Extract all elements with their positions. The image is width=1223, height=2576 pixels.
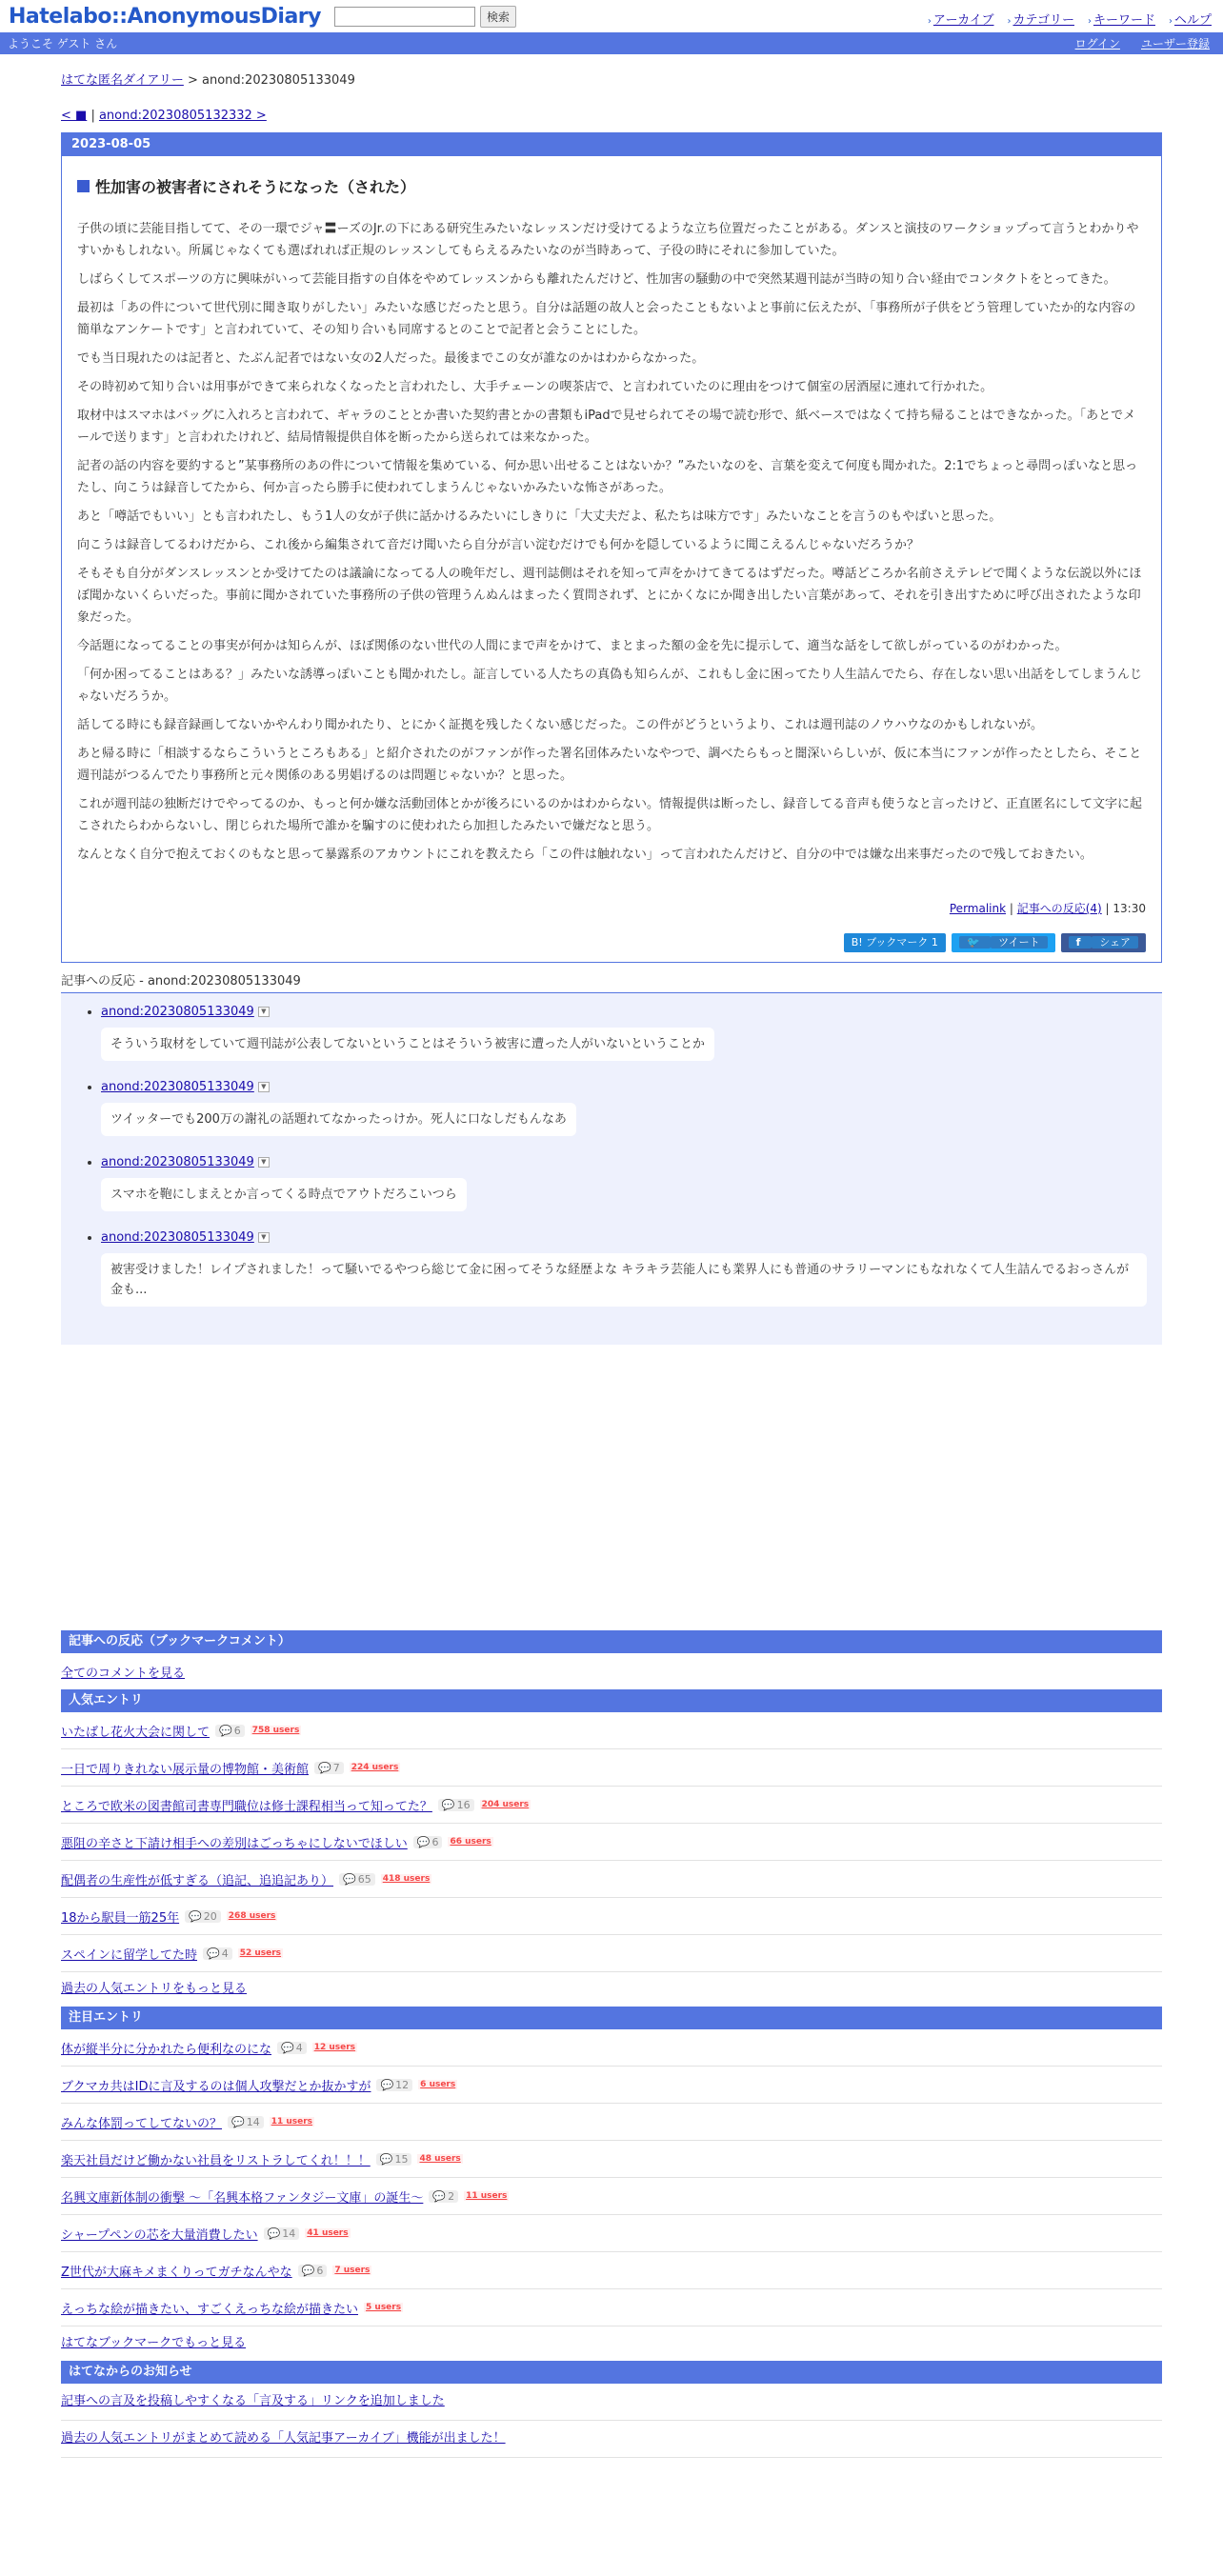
comment-count[interactable]: [298, 2265, 328, 2277]
reaction-item: [101, 1080, 1147, 1136]
article-paragraph: しばらくしてスポーツの方に興味がいって芸能目指すの自体をやめてレッスンからも離れたんだけど、性加害の騒動の中で突然某週刊誌が当時の知り合い経由でコンタクトをとってきた。: [77, 272, 1116, 287]
comment-count[interactable]: [203, 1947, 232, 1960]
chevron-down-icon[interactable]: ▼: [258, 1157, 270, 1168]
welcome-text: ようこそ ゲスト さん: [8, 37, 118, 50]
register-link[interactable]: ユーザー登録: [1140, 37, 1210, 50]
comment-count[interactable]: [438, 1799, 474, 1811]
news-heading: はてなからのお知らせ: [61, 2361, 1162, 2384]
list-item: [61, 1935, 1162, 1972]
article-paragraph: 取材中はスマホはバッグに入れろと言われて、ギャラのこととか書いた契約書とかの書類もiPadで見せられてその場で読む形で、紙ベースではなくて持ち帰ることはできなかった。「あとでメールで送ります」と言われたけれど、結局情報提供自体を断ったから送られては来なかった。: [77, 409, 1136, 445]
bookmark-share-button[interactable]: B! ブックマーク 1: [844, 933, 946, 952]
prev-next-nav: [61, 109, 1162, 123]
comment-count[interactable]: [215, 1725, 245, 1737]
featured-list: [61, 2029, 1162, 2361]
reactions-list: [61, 993, 1162, 1345]
article-paragraph: あと「噂話でもいい」とも言われたし、もう1人の女が子供に話かけるみたいにしきりに「大丈夫だよ、私たちは味方です」みたいなことを言うのもやばいと思った。: [77, 509, 1002, 524]
chevron-right-icon: ›: [1168, 16, 1173, 27]
popular-more-link[interactable]: 過去の人気エントリをもっと見る: [61, 1982, 248, 1996]
chevron-down-icon[interactable]: ▼: [258, 1082, 270, 1092]
bookmark-users[interactable]: 418 users: [382, 1874, 431, 1884]
top-nav: [928, 10, 1212, 28]
speech-bubble-icon: 💬: [379, 2152, 393, 2166]
entry-link[interactable]: スペインに留学してた時: [61, 1947, 198, 1963]
twitter-bird-icon: 🐦: [959, 936, 991, 949]
entry-link[interactable]: 楽天社員だけど働かない社員をリストラしてくれ！！！: [61, 2153, 371, 2168]
news-link[interactable]: 過去の人気エントリがまとめて読める「人気記事アーカイブ」機能が出ました！: [61, 2431, 506, 2446]
article: [62, 156, 1161, 962]
nav-keyword[interactable]: [1088, 10, 1155, 28]
bookmark-users[interactable]: 224 users: [351, 1763, 399, 1772]
list-item: [61, 2067, 1162, 2104]
bookmark-users[interactable]: 268 users: [228, 1911, 276, 1921]
login-link[interactable]: ログイン: [1074, 37, 1120, 50]
entry-link[interactable]: ところで欧米の図書館司書専門職位は修士課程相当って知ってた？: [61, 1799, 432, 1814]
facebook-f-icon: f: [1069, 936, 1093, 949]
entry-link[interactable]: 配偶者の生産性が低すぎる（追記、追追記あり）: [61, 1873, 334, 1888]
comment-count-value: 14: [282, 2227, 296, 2240]
entry-link[interactable]: みんな体罰ってしてないの？: [61, 2116, 223, 2131]
chevron-down-icon[interactable]: ▼: [258, 1007, 270, 1017]
article-body: [77, 218, 1146, 866]
reactions-link[interactable]: 記事への反応(4): [1016, 902, 1102, 915]
speech-bubble-icon: 💬: [343, 1872, 356, 1886]
reaction-link[interactable]: anond:20230805133049: [101, 1005, 254, 1019]
reaction-item: [101, 1155, 1147, 1211]
speech-bubble-icon: 💬: [281, 2041, 294, 2054]
article-title: 性加害の被害者にされそうになった（された）: [95, 178, 416, 196]
featured-heading: 注目エントリ: [61, 2007, 1162, 2029]
bookmark-users[interactable]: 6 users: [420, 2080, 456, 2089]
breadcrumb: [61, 70, 1162, 88]
list-item: [61, 2104, 1162, 2141]
comment-count-value: 6: [233, 1724, 241, 1737]
news-list: [61, 2384, 1162, 2458]
tweet-label: ツイート: [991, 936, 1047, 949]
nav-help-link[interactable]: ヘルプ: [1173, 13, 1212, 28]
article-paragraph: そもそも自分がダンスレッスンとか受けてたのは議論になってる人の晩年だし、週刊誌側はそれを知って声をかけてきてるはずだった。噂話どころか名前さえテレビで聞くような伝説以外にほぼ聞かないくらいだった。事前に聞かされていた事務所の子供の管理うんぬんはまったく質問されず、とにかくなにか聞き出したい言葉があって、それを引き出すために呼び出されたような印象だった。: [77, 567, 1142, 625]
comment-count[interactable]: [264, 2227, 300, 2240]
reaction-link[interactable]: anond:20230805133049: [101, 1155, 254, 1169]
nav-help[interactable]: [1169, 10, 1212, 28]
bookmark-users[interactable]: 204 users: [481, 1800, 530, 1809]
comment-count-value: 4: [221, 1947, 229, 1960]
comment-count[interactable]: [376, 2079, 412, 2091]
entry-link[interactable]: いたばし花火大会に関して: [61, 1725, 211, 1740]
comment-count[interactable]: [314, 1762, 344, 1774]
speech-bubble-icon: 💬: [416, 1835, 431, 1848]
bookmark-users[interactable]: 52 users: [239, 1948, 282, 1958]
popular-list: [61, 1712, 1162, 2007]
article-paragraph: 子供の頃に芸能目指してて、その一環でジャ〓ーズのJr.の下にある研究生みたいなレッスンだけ受けてるような立ち位置だったことがある。ダンスと演技のワークショップって言うとわかりやすいかもしれない。所属じゃなくても選ばれれば正規のレッスンしてもらえるみたいなのが当時あって、子役の時にそれに参加していた。: [77, 222, 1139, 258]
entry-link[interactable]: 体が縦半分に分かれたら便利なのにな: [61, 2042, 272, 2057]
article-paragraph: 記者の話の内容を要約すると”某事務所のあの件について情報を集めている、何か思い出せることはないか？”みたいなのを、言葉を変えて何度も聞かれた。2:1でちょっと尋問っぽいなと思ったし、向こうは録音してたから、何か言ったら勝手に使われてしまうんじゃないかみたいな怖さがあった。: [77, 459, 1138, 495]
post-time: 13:30: [1113, 902, 1146, 915]
speech-bubble-icon: 💬: [318, 1761, 331, 1774]
list-item: [61, 2252, 1162, 2289]
list-item: [61, 2029, 1162, 2067]
user-bar: [0, 32, 1223, 54]
search-form: [334, 6, 516, 28]
news-item: [61, 2384, 1162, 2421]
bookmark-users[interactable]: 66 users: [450, 1837, 491, 1847]
article-meta: Permalink | 記事への反応(4) | 13:30: [949, 902, 1146, 915]
day-date: 2023-08-05: [62, 133, 1161, 156]
list-item: [61, 1787, 1162, 1824]
chevron-down-icon[interactable]: ▼: [258, 1232, 270, 1243]
article-paragraph: 「何か困ってることはある？」みたいな誘導っぽいことも聞かれたし。証言している人たちの真偽も知らんが、これもし金に困ってたり人生詰んでたら、存在しない思い出話をしてしまうんじゃないだろうか。: [77, 668, 1143, 704]
reaction-text: スマホを鞄にしまえとか言ってくる時点でアウトだろこいつら: [101, 1178, 467, 1211]
breadcrumb-home[interactable]: はてな匿名ダイアリー: [61, 73, 184, 88]
bookmark-users[interactable]: 5 users: [366, 2303, 402, 2312]
speech-bubble-icon: 💬: [301, 2264, 315, 2277]
share-buttons: [77, 933, 1146, 952]
next-entry-link[interactable]: anond:20230805132332 >: [98, 109, 267, 123]
article-paragraph: でも当日現れたのは記者と、たぶん記者ではない女の2人だった。最後までこの女が誰なのかはわからなかった。: [77, 351, 705, 366]
comment-count[interactable]: [339, 1873, 375, 1886]
article-paragraph: これが週刊誌の独断だけでやってるのか、もっと何か嫌な活動団体とかが後ろにいるのかはわからない。情報提供は断ったし、録音してる音声も使うなと言ったけど、正直匿名にして文字に起こされたらわからないし、閉じられた場所で誰かを騙すのに使われたら加担したみたいで嫌だなと思う。: [77, 797, 1143, 833]
bookmark-users[interactable]: 11 users: [466, 2191, 508, 2201]
article-paragraph: なんとなく自分で抱えておくのもなと思って暴露系のアカウントにこれを教えたら「この件は触れない」って言われたんだけど、自分の中では嫌な出来事だったので残しておきたい。: [77, 848, 1093, 862]
bookmark-users[interactable]: 41 users: [307, 2228, 349, 2238]
entry-link[interactable]: 一日で周りきれない展示量の博物館・美術館: [61, 1762, 310, 1777]
article-title-row: [77, 175, 1146, 197]
comment-count-value: 6: [431, 1835, 439, 1848]
comment-count-value: 14: [246, 2115, 260, 2128]
facebook-label: シェア: [1092, 936, 1138, 949]
chevron-right-icon: ›: [927, 16, 932, 27]
reaction-item: [101, 1230, 1147, 1307]
list-item: [61, 2289, 1162, 2326]
speech-bubble-icon: 💬: [380, 2078, 394, 2091]
reaction-link[interactable]: anond:20230805133049: [101, 1230, 254, 1245]
entry-link[interactable]: ブクマカ共はIDに言及するのは個人攻撃だとか抜かすが: [61, 2079, 371, 2094]
list-item: [61, 2215, 1162, 2252]
article-paragraph: 今話題になってることの事実が何かは知らんが、ほぼ関係のない世代の人間にまで声をかけて、まとまった額の金を先に提示して、適当な話をして欲しがっているのがわかった。: [77, 639, 1068, 653]
facebook-share-button[interactable]: [1061, 933, 1146, 952]
news-link[interactable]: 記事への言及を投稿しやすくなる「言及する」リンクを追加しました: [61, 2394, 445, 2408]
entry-link[interactable]: シャープペンの芯を大量消費したい: [61, 2227, 258, 2243]
speech-bubble-icon: 💬: [432, 2189, 447, 2203]
bookmark-comments-heading: 記事への反応（ブックマークコメント）: [61, 1630, 1162, 1653]
ad-spacer: [61, 1345, 1162, 1630]
featured-more-link[interactable]: はてなブックマークでもっと見る: [61, 2336, 247, 2350]
reactions-heading: 記事への反応 - anond:20230805133049: [61, 970, 1162, 993]
comment-count-value: 16: [456, 1798, 471, 1811]
entry-link[interactable]: 18から駅員一筋25年: [61, 1910, 180, 1926]
list-item: [61, 2178, 1162, 2215]
reaction-text: ツイッターでも200万の謝礼の話題れてなかったっけか。死人に口なしだもんなあ: [101, 1103, 576, 1136]
entry-link[interactable]: 悪阻の辛さと下請け相手への差別はごっちゃにしないでほしい: [61, 1836, 408, 1851]
prev-entry-link[interactable]: < ■: [61, 109, 88, 123]
reaction-item: [101, 1005, 1147, 1061]
comment-count-value: 12: [395, 2078, 410, 2091]
list-item: [61, 2141, 1162, 2178]
tweet-button[interactable]: [952, 933, 1055, 952]
comment-count-value: 65: [357, 1872, 371, 1886]
list-item: [61, 1824, 1162, 1861]
article-paragraph: 最初は「あの件について世代別に聞き取りがしたい」みたいな感じだったと思う。自分は話題の故人と会ったこともないよと事前に伝えたが、「事務所が子供をどう管理していたか的な内容の簡単なアンケートです」と言われていて、その知り合いも同席するとのことで記者と会うことにした。: [77, 301, 1136, 337]
comment-count[interactable]: [429, 2190, 458, 2203]
prev-next-separator: |: [87, 109, 99, 123]
article-paragraph: あと帰る時に「相談するならこういうところもある」と紹介されたのがファンが作った署名団体みたいなやつで、調べたらもっと闇深いらしいが、仮に本当にファンが作ったとしたら、そこと週刊誌がつるんでたり事務所と元々関係のある男娼げるのは問題じゃないか？と思った。: [77, 747, 1142, 783]
comment-count-value: 2: [448, 2189, 455, 2203]
reaction-text: 被害受けました！レイプされました！って騒いでるやつら総じて金に困ってそうな経歴よな キラキラ芸能人にも業界人にも普通のサラリーマンにもなれなくて人生詰んでるおっさんが金も...: [101, 1253, 1147, 1307]
nav-keyword-link[interactable]: キーワード: [1093, 13, 1155, 28]
popular-more-row: [61, 1972, 1162, 2007]
reaction-text: そういう取材をしていて週刊誌が公表してないということはそういう被害に遭った人がいないということか: [101, 1028, 714, 1061]
article-paragraph: その時初めて知り合いは用事ができて来られなくなったと言われたし、大手チェーンの喫茶店で、と言われていたのに理由をつけて個室の居酒屋に連れて行かれた。: [77, 380, 993, 394]
comment-count-value: 15: [394, 2152, 409, 2166]
nav-archive-link[interactable]: アーカイブ: [932, 13, 994, 28]
bookmark-users[interactable]: 12 users: [313, 2043, 356, 2052]
breadcrumb-separator: >: [183, 73, 203, 88]
main-content: [61, 70, 1162, 2458]
day-section: [61, 132, 1162, 963]
permalink[interactable]: Permalink: [949, 902, 1007, 915]
all-comments-link[interactable]: 全てのコメントを見る: [61, 1667, 186, 1681]
breadcrumb-current: anond:20230805133049: [202, 73, 355, 88]
nav-category[interactable]: [1007, 10, 1073, 28]
comment-count-value: 4: [295, 2041, 303, 2054]
comment-count[interactable]: [185, 1910, 221, 1923]
entry-link[interactable]: 名興文庫新体制の衝撃 〜「名興本格ファンタジー文庫」の誕生〜: [61, 2190, 424, 2206]
square-bullet-icon[interactable]: [77, 180, 90, 192]
speech-bubble-icon: 💬: [219, 1724, 232, 1737]
header: [0, 0, 1223, 32]
nav-archive[interactable]: [928, 10, 994, 28]
nav-category-link[interactable]: カテゴリー: [1012, 13, 1074, 28]
comment-count[interactable]: [228, 2116, 264, 2128]
bookmark-users[interactable]: 758 users: [251, 1726, 300, 1735]
speech-bubble-icon: 💬: [189, 1909, 202, 1923]
chevron-right-icon: ›: [1087, 16, 1092, 27]
comment-count-value: 7: [332, 1761, 340, 1774]
popular-heading: 人気エントリ: [61, 1689, 1162, 1712]
bookmark-users[interactable]: 48 users: [419, 2154, 461, 2164]
search-button[interactable]: 検索: [480, 6, 516, 28]
bookmark-users[interactable]: 11 users: [271, 2117, 313, 2127]
comment-count[interactable]: [376, 2153, 412, 2166]
list-item: [61, 1898, 1162, 1935]
reaction-link[interactable]: anond:20230805133049: [101, 1080, 254, 1094]
chevron-right-icon: ›: [1007, 16, 1012, 27]
comment-count[interactable]: [413, 1836, 443, 1848]
article-paragraph: 話してる時にも録音録画してないかやんわり聞かれたり、とにかく証拠を残したくない感じだった。この件がどうというより、これは週刊誌のノウハウなのかもしれないが。: [77, 718, 1044, 732]
news-item: [61, 2421, 1162, 2458]
bookmark-users[interactable]: 7 users: [334, 2266, 371, 2275]
entry-link[interactable]: Z世代が大麻キメまくりってガチなんやな: [61, 2265, 292, 2280]
list-item: [61, 1712, 1162, 1749]
speech-bubble-icon: 💬: [441, 1798, 455, 1811]
featured-more-row: [61, 2326, 1162, 2361]
speech-bubble-icon: 💬: [267, 2227, 281, 2240]
article-paragraph: 向こうは録音してるわけだから、これ後から編集されて音だけ聞いたら自分が言い淀むだけでも何かを隠しているように聞こえるんじゃないだろうか？: [77, 538, 920, 552]
site-logo[interactable]: Hatelabo::AnonymousDiary: [9, 4, 321, 29]
search-input[interactable]: [334, 7, 475, 27]
comment-count-value: 20: [203, 1909, 217, 1923]
speech-bubble-icon: 💬: [231, 2115, 245, 2128]
speech-bubble-icon: 💬: [207, 1947, 220, 1960]
comment-count[interactable]: [277, 2042, 307, 2054]
entry-link[interactable]: えっちな絵が描きたい、すごくえっちな絵が描きたい: [61, 2302, 359, 2317]
list-item: [61, 1861, 1162, 1898]
comment-count-value: 6: [316, 2264, 324, 2277]
list-item: [61, 1749, 1162, 1787]
all-comments-row: [61, 1653, 1162, 1689]
